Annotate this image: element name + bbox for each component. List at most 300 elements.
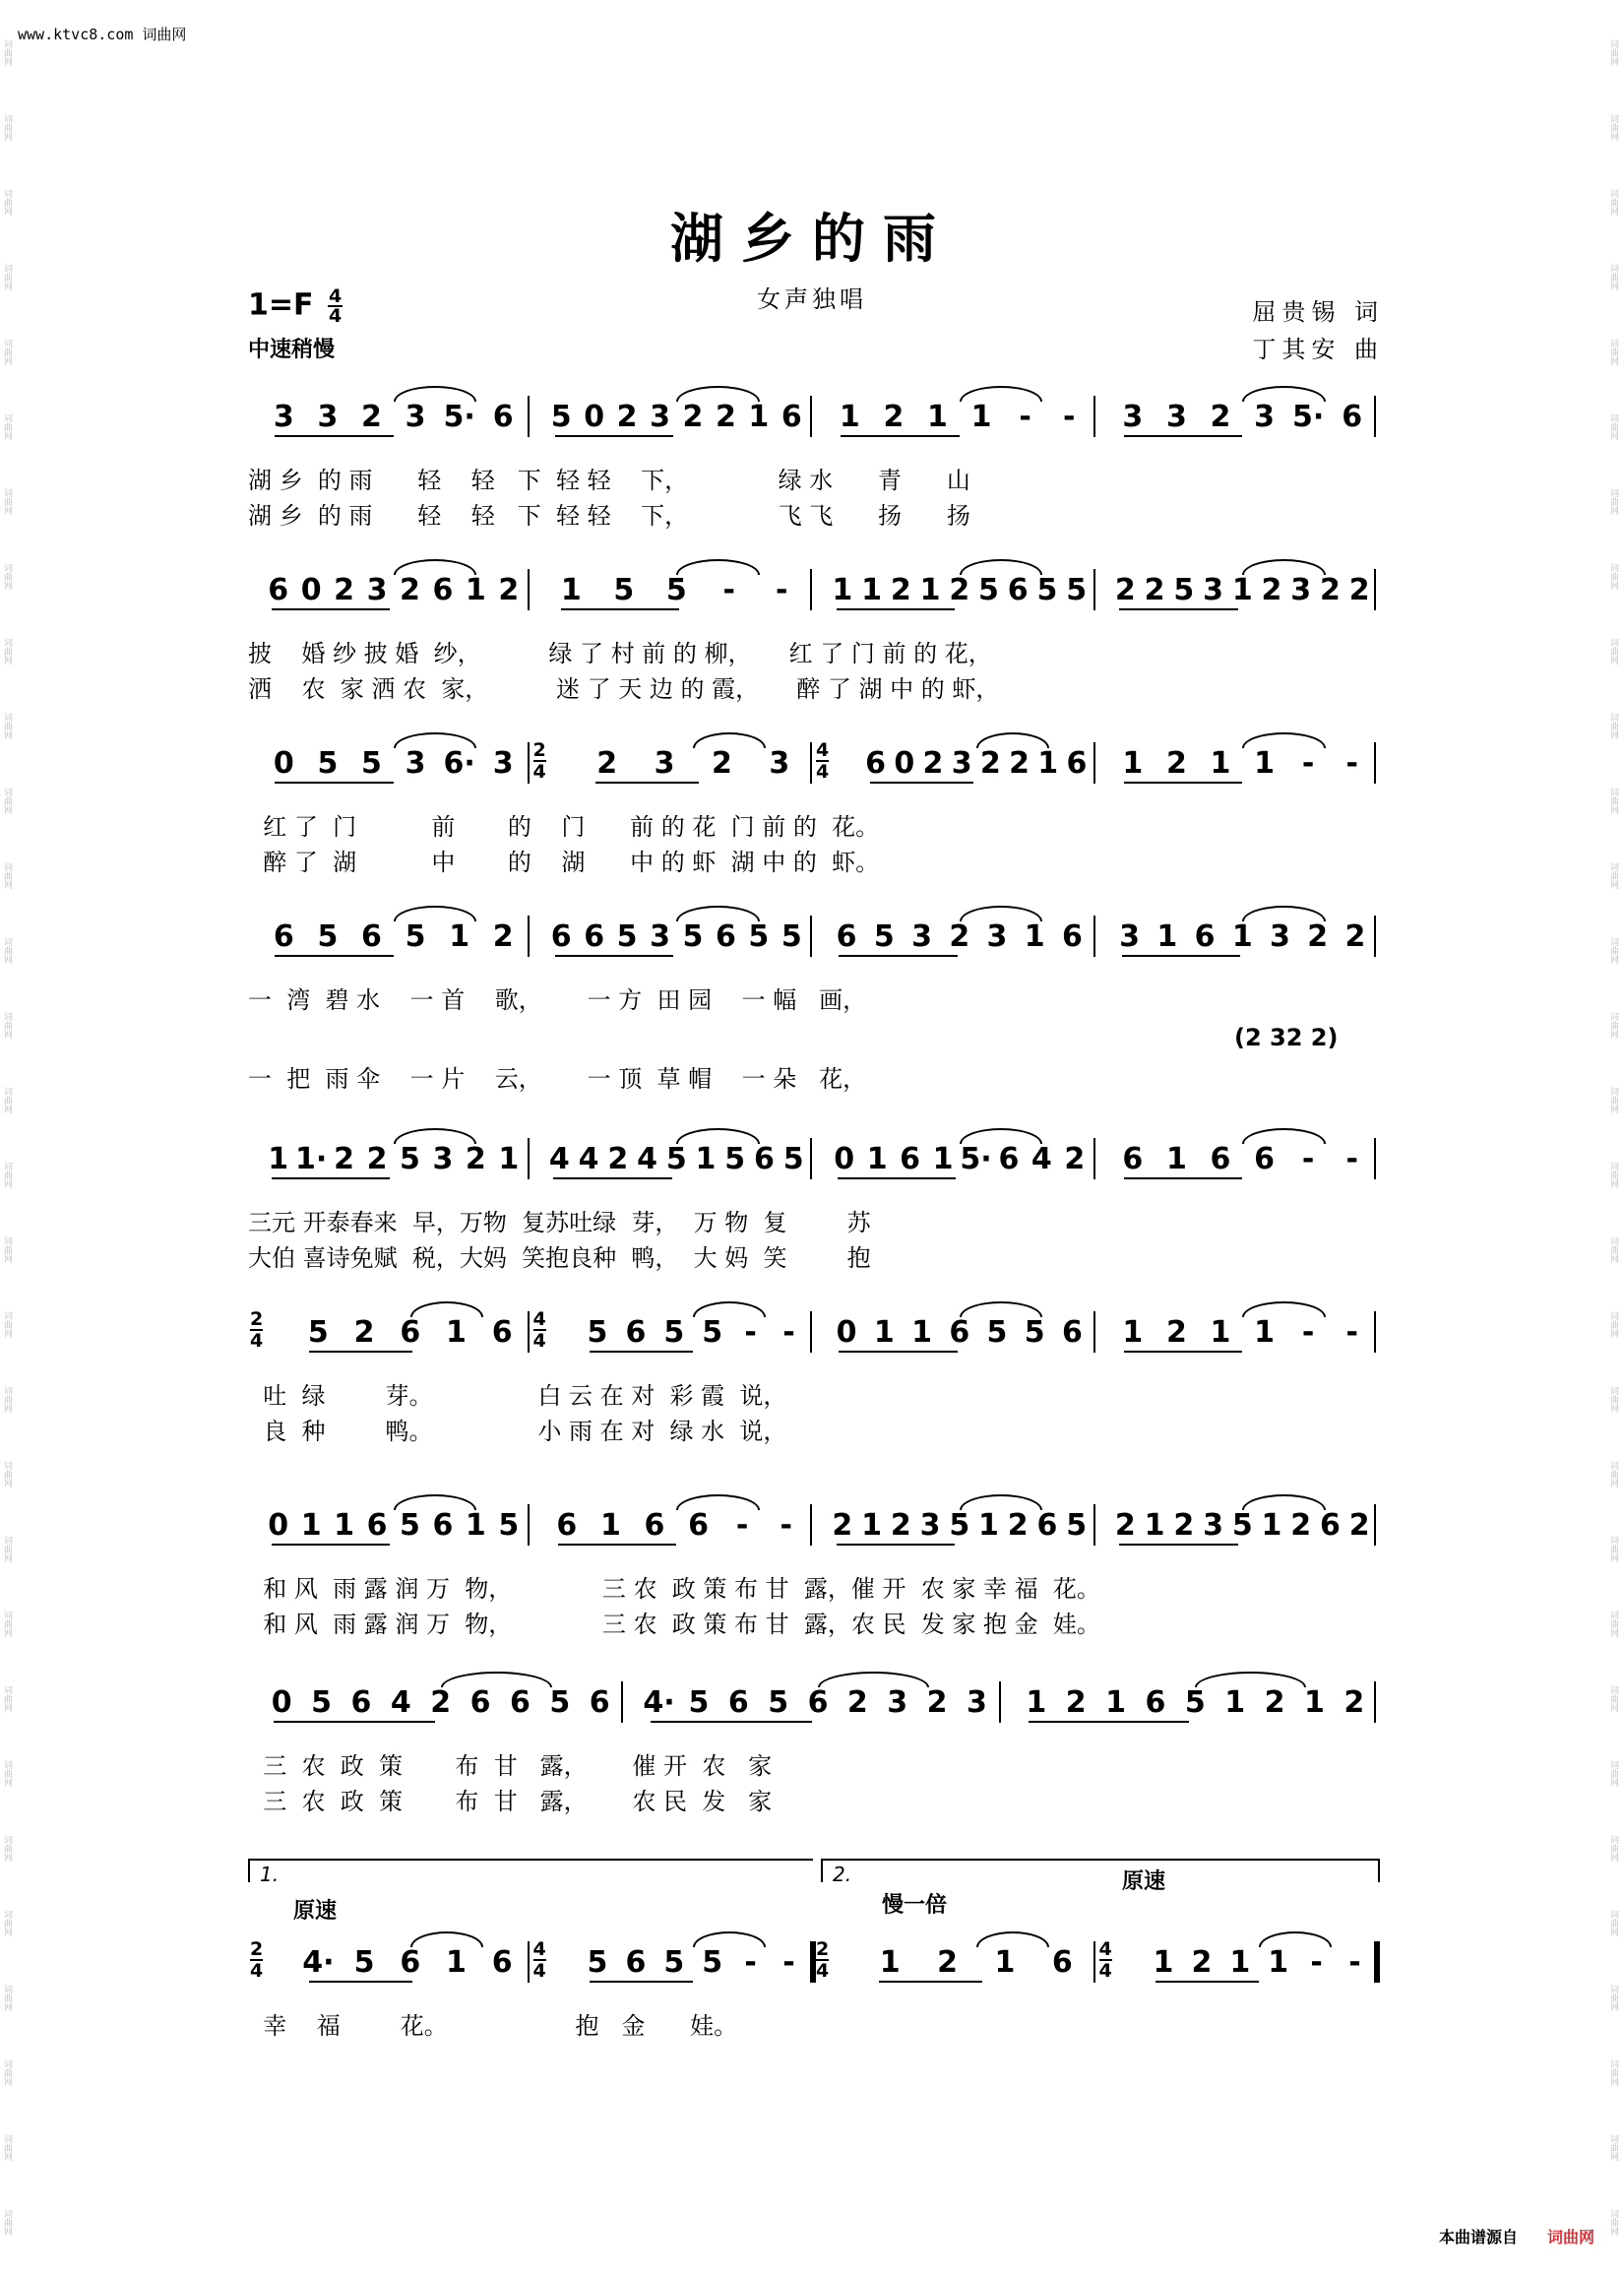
note: 1 — [1229, 1945, 1251, 1980]
watermark-text: 词曲网 — [2, 638, 12, 664]
note: 5· — [1291, 400, 1325, 434]
lyric-verse-1: 三元 开泰春来 早，万物 复苏吐绿 芽， 万 物 复 苏 — [248, 1209, 871, 1236]
watermark-text: 词曲网 — [1608, 1461, 1618, 1487]
note: 5· — [443, 400, 475, 434]
composer: 丁其安 曲 — [1252, 336, 1384, 363]
slur — [976, 732, 1049, 748]
beam-underline — [870, 782, 973, 784]
note: 2 — [498, 573, 520, 607]
time-signature-change: 2 4 — [816, 1938, 830, 1982]
beam-underline — [275, 782, 393, 784]
note: 3 — [1165, 400, 1187, 434]
note: 2 — [949, 919, 970, 954]
note: 0 — [273, 746, 294, 781]
note: 0 — [271, 1685, 292, 1720]
dash: - — [1019, 400, 1031, 434]
note: 5 — [307, 1315, 329, 1350]
dash: - — [782, 1945, 795, 1980]
note: 2 — [596, 746, 618, 781]
note: 3 — [887, 1685, 908, 1720]
note: 2 — [361, 400, 382, 434]
slur — [693, 1931, 766, 1947]
slur — [1242, 732, 1325, 748]
note: 3 — [769, 746, 790, 781]
watermark-text: 词曲网 — [1608, 1611, 1618, 1637]
barline — [810, 1311, 812, 1353]
slur — [676, 1128, 759, 1144]
note: 1 — [449, 919, 470, 954]
note: 5 — [549, 1685, 571, 1720]
barline — [1374, 916, 1376, 957]
note: 1 — [1156, 919, 1178, 954]
footer — [1439, 2225, 1594, 2247]
note: 5 — [405, 919, 426, 954]
note: 5 — [1173, 573, 1195, 607]
note: 1 — [1122, 1315, 1144, 1350]
note: 1 — [1224, 1685, 1246, 1720]
tempo-yuansu-2: 原速 — [1122, 1869, 1166, 1894]
note: 3 — [1122, 400, 1144, 434]
note: 5 — [498, 1508, 520, 1543]
note: 3 — [405, 746, 426, 781]
note: 6 — [492, 400, 514, 434]
note: 6 — [727, 1685, 749, 1720]
note: 2 — [832, 1508, 853, 1543]
note: 2 — [1348, 1508, 1370, 1543]
beam-underline — [275, 435, 393, 437]
note: 2 — [682, 400, 704, 434]
note: 1 — [839, 400, 860, 434]
note: 5 — [665, 573, 687, 607]
slur — [1242, 1494, 1325, 1510]
note: 5· — [960, 1142, 992, 1176]
watermark-text: 词曲网 — [2, 1685, 12, 1712]
note: 5 — [587, 1315, 608, 1350]
barline — [1374, 396, 1376, 437]
lyric-verse-1: 披 婚 纱 披 婚 纱， 绿 了 村 前 的 柳， 红 了 门 前 的 花， — [248, 640, 992, 667]
watermark-text: 词曲网 — [1608, 413, 1618, 440]
watermark-text: 词曲网 — [1608, 264, 1618, 290]
note: 1 — [1254, 1315, 1275, 1350]
note: 2 — [1307, 919, 1329, 954]
time-signature-change: 4 4 — [532, 1308, 546, 1352]
note: 5 — [1066, 1508, 1088, 1543]
note: 5 — [353, 1945, 375, 1980]
watermark-text: 词曲网 — [1608, 1012, 1618, 1039]
dash: - — [722, 573, 735, 607]
note: 3 — [650, 919, 670, 954]
beam-underline — [1156, 1981, 1259, 1983]
note: 5 — [702, 1945, 723, 1980]
note: 6 — [1194, 919, 1216, 954]
watermark-text: 词曲网 — [1608, 1162, 1618, 1188]
note: 5 — [978, 573, 999, 607]
watermark-text: 词曲网 — [1608, 2134, 1618, 2161]
slur — [676, 386, 759, 402]
note: 2 — [1009, 746, 1030, 781]
notes-row — [248, 384, 1380, 447]
note: 6 — [644, 1508, 665, 1543]
barline — [1093, 916, 1095, 957]
note: 5 — [587, 1945, 608, 1980]
note: 2 — [922, 746, 944, 781]
note: 1 — [1210, 746, 1231, 781]
note: 1 — [465, 1508, 486, 1543]
beam-underline — [1122, 955, 1240, 957]
note: 1 — [560, 573, 582, 607]
note: 3 — [951, 746, 972, 781]
slur — [976, 1931, 1049, 1947]
note: 5 — [550, 400, 572, 434]
watermark-text: 词曲网 — [1608, 2209, 1618, 2236]
watermark-text: 词曲网 — [1608, 39, 1618, 66]
note: 6 — [1007, 573, 1029, 607]
note: 1 — [748, 400, 770, 434]
slur — [394, 732, 476, 748]
lyric-verse-2: 湖 乡 的 雨 轻 轻 下 轻 轻 下， 飞 飞 扬 扬 — [248, 502, 970, 530]
watermark-text: 词曲网 — [1608, 713, 1618, 739]
watermark-text: 词曲网 — [2, 1087, 12, 1113]
note: 3 — [654, 746, 675, 781]
note: 1 — [919, 573, 941, 607]
watermark-text: 词曲网 — [2, 39, 12, 66]
note: 6 — [400, 1315, 421, 1350]
slur — [960, 559, 1042, 575]
beam-underline — [555, 435, 673, 437]
note: 6 — [509, 1685, 531, 1720]
notes-row — [248, 557, 1380, 620]
barline — [1093, 569, 1095, 610]
barline — [1374, 742, 1376, 784]
note: 0 — [268, 1508, 289, 1543]
note: 1 — [1144, 1508, 1165, 1543]
time-signature-change: 2 4 — [532, 739, 546, 783]
note: 2 — [366, 1142, 388, 1176]
slur — [960, 1128, 1042, 1144]
note: 2 — [1210, 400, 1231, 434]
watermark-text: 词曲网 — [2, 413, 12, 440]
note: 1 — [861, 573, 883, 607]
notes-row — [248, 1492, 1380, 1555]
watermark-text: 词曲网 — [2, 1012, 12, 1039]
slur — [693, 1301, 766, 1317]
note: 5 — [663, 1945, 685, 1980]
note: 1 — [832, 573, 853, 607]
note: 5 — [1184, 1685, 1206, 1720]
watermark-strip-right — [1606, 0, 1624, 2277]
watermark-text: 词曲网 — [2, 1162, 12, 1188]
note: 1 — [970, 400, 992, 434]
barline — [528, 1504, 530, 1546]
dash: - — [780, 1508, 792, 1543]
note: 3 — [405, 400, 426, 434]
note: 0 — [836, 1315, 857, 1350]
note: 1 — [978, 1508, 999, 1543]
note: 6 — [1051, 1945, 1073, 1980]
barline — [528, 1138, 530, 1179]
note: 1 — [1261, 1508, 1282, 1543]
note: 1 — [446, 1945, 467, 1980]
barline — [1374, 1138, 1376, 1179]
note: 6 — [432, 573, 454, 607]
note: 4 — [1031, 1142, 1052, 1176]
note: 1 — [446, 1315, 467, 1350]
watermark-text: 词曲网 — [2, 1386, 12, 1413]
slur — [394, 386, 476, 402]
lyric-verse-2: 大伯 喜诗免赋 税，大妈 笑抱良种 鸭， 大 妈 笑 抱 — [248, 1244, 871, 1272]
note: 5 — [748, 919, 770, 954]
note: 5 — [873, 919, 895, 954]
note: 2 — [334, 573, 355, 607]
note: 6 — [1319, 1508, 1341, 1543]
watermark-text: 词曲网 — [1608, 638, 1618, 664]
note: 2 — [607, 1142, 629, 1176]
note: 3 — [432, 1142, 454, 1176]
note: 3 — [919, 1508, 941, 1543]
note: 6 — [1342, 400, 1363, 434]
watermark-text: 词曲网 — [2, 114, 12, 141]
time-den: 4 — [328, 305, 343, 327]
note: 2 — [937, 1945, 958, 1980]
beam-underline — [651, 1721, 812, 1723]
note: 1 — [927, 400, 948, 434]
note: 2 — [400, 573, 420, 607]
note: 1 — [1105, 1685, 1127, 1720]
note: 2 — [1007, 1508, 1029, 1543]
note: 3 — [1290, 573, 1312, 607]
note: 0 — [894, 746, 915, 781]
beam-underline — [272, 1177, 390, 1179]
notes-row — [248, 730, 1380, 793]
note: 1 — [1026, 1685, 1047, 1720]
watermark-text: 词曲网 — [1608, 1311, 1618, 1338]
note: 2 — [926, 1685, 948, 1720]
note: 1 — [1268, 1945, 1289, 1980]
watermark-text: 词曲网 — [1608, 488, 1618, 515]
alternate-notes: (2 32 2) — [1234, 1024, 1339, 1051]
note: 4 — [548, 1142, 570, 1176]
watermark-text: 词曲网 — [2, 2209, 12, 2236]
beam-underline — [839, 955, 957, 957]
slur — [818, 1672, 929, 1687]
watermark-text: 词曲网 — [2, 937, 12, 964]
note: 6 — [556, 1508, 578, 1543]
watermark-text: 词曲网 — [2, 1236, 12, 1263]
dash: - — [1310, 1945, 1323, 1980]
slur — [960, 1301, 1042, 1317]
note: 6 — [589, 1685, 610, 1720]
lyric-verse-2: 一 把 雨 伞 一 片 云， 一 顶 草 帽 一 朵 花， — [248, 1065, 867, 1093]
note: 6 — [491, 1315, 513, 1350]
barline — [810, 569, 812, 610]
note: 5 — [986, 1315, 1008, 1350]
lyric-verse-2: 良 种 鸭。 小 雨 在 对 绿 水 说， — [248, 1418, 787, 1445]
watermark-text: 词曲网 — [2, 862, 12, 889]
watermark-text: 词曲网 — [1608, 339, 1618, 365]
watermark-text: 词曲网 — [1608, 1760, 1618, 1787]
watermark-text: 词曲网 — [2, 264, 12, 290]
note: 1 — [861, 1508, 883, 1543]
note: 5 — [949, 1508, 970, 1543]
note: 1 — [1210, 1315, 1231, 1350]
time-signature — [328, 287, 343, 325]
lyric-verse-1: 吐 绿 芽。 白 云 在 对 彩 霞 说， — [248, 1382, 787, 1410]
watermark-text: 词曲网 — [2, 1760, 12, 1787]
notes-row — [248, 1299, 1380, 1362]
note: 6 — [350, 1685, 372, 1720]
footer-brand[interactable]: 词曲网 — [1546, 2228, 1594, 2246]
slur — [410, 1301, 483, 1317]
watermark-text: 词曲网 — [2, 713, 12, 739]
note: 1 — [1231, 573, 1253, 607]
watermark-text: 词曲网 — [1608, 937, 1618, 964]
note: 2 — [890, 1508, 911, 1543]
lyric-verse-1: 和 风 雨 露 润 万 物， 三 农 政 策 布 甘 露，催 开 农 家 幸 福 花。 — [248, 1575, 1100, 1603]
barline — [528, 396, 530, 437]
watermark-text: 词曲网 — [1608, 788, 1618, 814]
beam-underline — [590, 1351, 693, 1353]
watermark-text: 词曲网 — [2, 1311, 12, 1338]
note: 6 — [1066, 746, 1088, 781]
note: 6 — [550, 919, 572, 954]
note: 6 — [836, 919, 857, 954]
barline — [528, 742, 530, 784]
note: 1 — [1037, 746, 1059, 781]
slur — [441, 1672, 552, 1687]
watermark-text: 词曲网 — [2, 1611, 12, 1637]
note: 2 — [712, 746, 732, 781]
note: 6 — [1036, 1508, 1058, 1543]
note: 2 — [1348, 573, 1370, 607]
watermark-text: 词曲网 — [1608, 1835, 1618, 1862]
volta-first-label: 1. — [260, 1863, 280, 1886]
note: 5 — [663, 1315, 685, 1350]
barline — [810, 1138, 812, 1179]
note: 0 — [834, 1142, 855, 1176]
lyric-verse-1: 一 湾 碧 水 一 首 歌， 一 方 田 园 一 幅 画， — [248, 986, 867, 1014]
slur — [394, 1128, 476, 1144]
watermark-text: 词曲网 — [1608, 1236, 1618, 1263]
note: 3 — [1203, 573, 1223, 607]
note: 2 — [1319, 573, 1341, 607]
note: 6 — [625, 1945, 647, 1980]
note: 2 — [1344, 919, 1366, 954]
beam-underline — [841, 435, 959, 437]
barline — [1374, 1681, 1376, 1723]
note: 6 — [469, 1685, 491, 1720]
slur — [1242, 1301, 1325, 1317]
notes-row — [248, 1126, 1380, 1189]
dash: - — [1345, 746, 1358, 781]
note: 6 — [688, 1508, 709, 1543]
note: 1 — [695, 1142, 717, 1176]
barline — [528, 1941, 530, 1983]
barline — [1374, 1311, 1376, 1353]
note: 5 — [682, 919, 704, 954]
final-barline — [1374, 1941, 1380, 1983]
barline — [810, 916, 812, 957]
note: 1 — [879, 1945, 901, 1980]
time-num: 4 — [328, 285, 343, 307]
note: 2 — [1343, 1685, 1365, 1720]
note: 6 — [998, 1142, 1020, 1176]
watermark-text: 词曲网 — [1608, 189, 1618, 216]
barline — [1093, 1504, 1095, 1546]
beam-underline — [838, 1177, 956, 1179]
beam-underline — [1029, 1721, 1190, 1723]
note: 2 — [1165, 746, 1187, 781]
beam-underline — [837, 608, 955, 610]
note: 6 — [1210, 1142, 1231, 1176]
note: 1 — [599, 1508, 621, 1543]
note: 3 — [1270, 919, 1290, 954]
note: 1 — [932, 1142, 954, 1176]
note: 6 — [1061, 1315, 1083, 1350]
slur — [960, 386, 1042, 402]
slur — [1242, 906, 1325, 921]
beam-underline — [590, 1981, 693, 1983]
note: 2 — [1065, 1685, 1087, 1720]
watermark-text: 词曲网 — [1608, 563, 1618, 590]
note: 2 — [430, 1685, 452, 1720]
note: 2 — [949, 573, 970, 607]
dash: - — [1301, 746, 1315, 781]
notes-row — [248, 1929, 1380, 1992]
note: 1 — [465, 573, 486, 607]
slur — [1195, 1672, 1306, 1687]
barline — [810, 396, 812, 437]
watermark-text: 词曲网 — [2, 1985, 12, 2011]
beam-underline — [272, 1544, 390, 1546]
watermark-text: 词曲网 — [2, 189, 12, 216]
beam-underline — [1119, 608, 1237, 610]
dash: - — [744, 1315, 757, 1350]
beam-underline — [879, 1981, 982, 1983]
beam-underline — [839, 1351, 957, 1353]
note: 2 — [1064, 1142, 1086, 1176]
watermark-text: 词曲网 — [2, 563, 12, 590]
beam-underline — [309, 1351, 412, 1353]
note: 2 — [1191, 1945, 1213, 1980]
watermark-text: 词曲网 — [1608, 1910, 1618, 1936]
beam-underline — [1119, 1544, 1237, 1546]
note: 6· — [443, 746, 475, 781]
lyric-verse-1: 湖 乡 的 雨 轻 轻 下 轻 轻 下， 绿 水 青 山 — [248, 467, 970, 494]
watermark-text: 词曲网 — [1608, 1087, 1618, 1113]
note: 3 — [273, 400, 294, 434]
watermark-text: 词曲网 — [2, 488, 12, 515]
footer-source: 本曲谱源自 — [1438, 2228, 1518, 2246]
slur — [1259, 1931, 1332, 1947]
dash: - — [782, 1315, 795, 1350]
note: 1 — [1153, 1945, 1174, 1980]
watermark-text: 词曲网 — [2, 1835, 12, 1862]
note: 6 — [400, 1945, 421, 1980]
dash: - — [1345, 1315, 1358, 1350]
barline — [528, 916, 530, 957]
barline — [1093, 1311, 1095, 1353]
slur — [676, 559, 759, 575]
note: 1· — [295, 1142, 328, 1176]
watermark-text: 词曲网 — [2, 788, 12, 814]
note: 0 — [300, 573, 322, 607]
lyric-verse-2: 和 风 雨 露 润 万 物， 三 农 政 策 布 甘 露，农 民 发 家 抱 金 娃。 — [248, 1611, 1100, 1638]
note: 2 — [492, 919, 514, 954]
note: 3 — [967, 1685, 987, 1720]
song-title: 湖乡的雨 — [670, 207, 954, 270]
beam-underline — [309, 1981, 412, 1983]
tempo-manyibei: 慢一倍 — [882, 1893, 948, 1918]
